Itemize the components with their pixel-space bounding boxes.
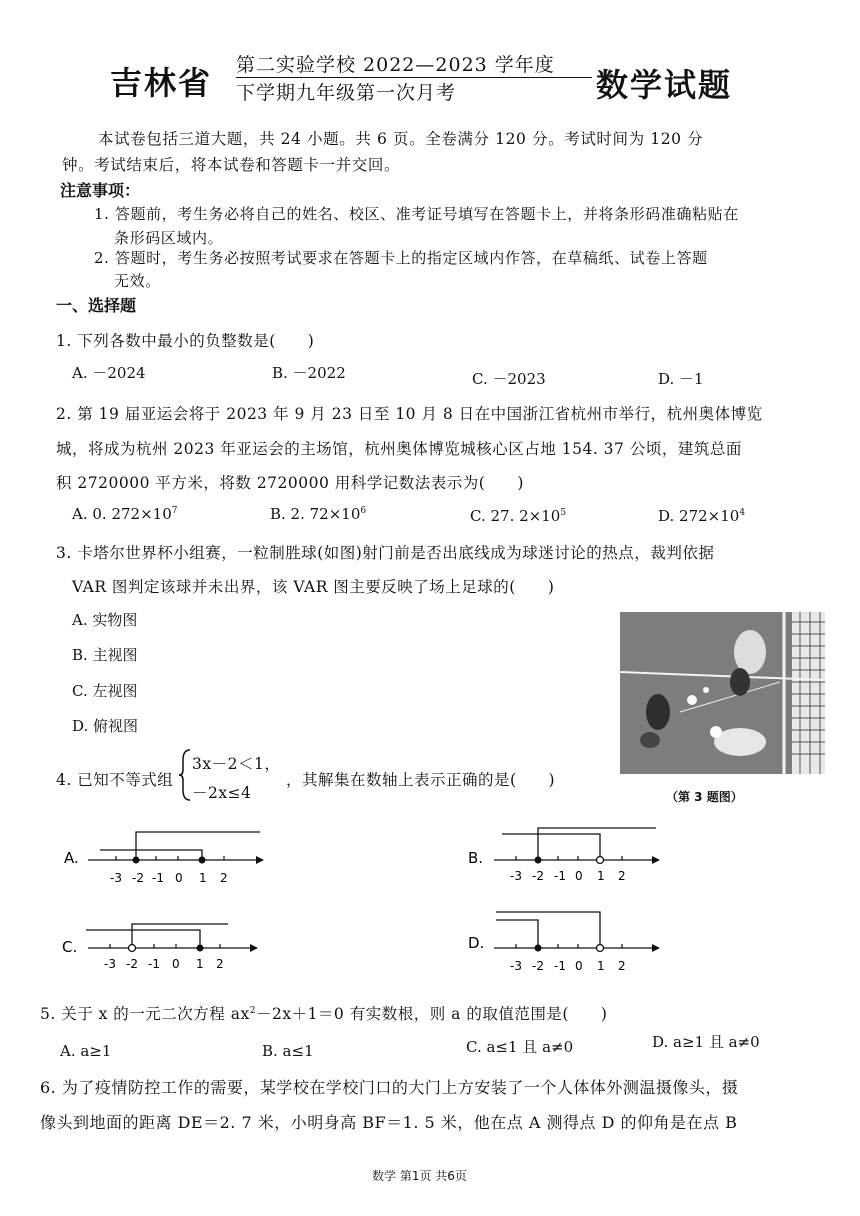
q4a-tick-label: -2 <box>132 871 144 885</box>
title-province: 吉林省 <box>110 64 213 102</box>
title-exam-name: 下学期九年级第一次月考 <box>236 82 457 104</box>
q3-option-b: B. 主视图 <box>72 646 138 664</box>
q2-line-2: 城，将成为杭州 2023 年亚运会的主场馆，杭州奥体博览城核心区占地 154. 37 公顷，建筑总面 <box>56 440 742 458</box>
q4d-tick-label: 1 <box>597 959 605 973</box>
intro-line-2: 钟。考试结束后，将本试卷和答题卡一并交回。 <box>62 156 401 174</box>
q1-option-a: A. －2024 <box>72 364 146 382</box>
q1-stem: 1. 下列各数中最小的负整数是( ) <box>56 332 315 350</box>
q4-numberline-a <box>60 820 270 888</box>
section-choice-title: 一、选择题 <box>56 296 137 315</box>
q1-option-d: D. －1 <box>658 370 704 388</box>
q1-option-b: B. －2022 <box>272 364 346 382</box>
q4a-tick-label: 2 <box>220 871 228 885</box>
q3-figure-caption: （第 3 题图） <box>666 790 743 804</box>
q4b-tick-label: -3 <box>510 869 522 883</box>
notice-item-1-line-1: 1. 答题前，考生务必将自己的姓名、校区、准考证号填写在答题卡上，并将条形码准确粘贴在 <box>94 205 739 223</box>
notice-item-2-line-1: 2. 答题时，考生务必按照考试要求在答题卡上的指定区域内作答，在草稿纸、试卷上答题 <box>94 249 708 267</box>
page-footer: 数学 第1页 共6页 <box>372 1169 467 1183</box>
title-subject: 数学试题 <box>596 66 733 104</box>
q4-inequality-2: －2x≤4 <box>192 784 252 802</box>
q4d-tick-label: 2 <box>618 959 626 973</box>
q4b-tick-label: 0 <box>575 869 583 883</box>
q1-option-c: C. －2023 <box>472 370 546 388</box>
q4-label-c: C. <box>62 938 78 956</box>
q4-numberline-c <box>60 910 270 976</box>
q6-line-1: 6. 为了疫情防控工作的需要，某学校在学校门口的大门上方安装了一个人体体外测温摄像头，摄 <box>40 1078 739 1097</box>
q4c-tick-label: 0 <box>172 957 180 971</box>
q4b-tick-label: 1 <box>597 869 605 883</box>
q4c-tick-label: 1 <box>196 957 204 971</box>
q2-option-c: C. 27. $2\times 10^5$ <box>470 507 567 525</box>
q4-label-b: B. <box>468 849 484 867</box>
q3-option-d: D. 俯视图 <box>72 717 139 735</box>
q5-stem: 5. 关于 x 的一元二次方程 $ax^2-2x+1=0$ 有实数根，则 a 的取值范围是( ) <box>40 1005 608 1023</box>
notice-item-1-line-2: 条形码区域内。 <box>114 229 224 247</box>
q4-label-a: A. <box>64 849 79 867</box>
q3-line-1: 3. 卡塔尔世界杯小组赛，一粒制胜球(如图)射门前是否出底线成为球迷讨论的热点，裁判依据 <box>56 544 715 562</box>
title-school-year: 第二实验学校 2022—2023 学年度 <box>236 54 555 76</box>
q3-option-a: A. 实物图 <box>72 611 138 629</box>
q4a-tick-label: -1 <box>152 871 164 885</box>
var-photo <box>620 612 825 774</box>
q4d-tick-label: -1 <box>554 959 566 973</box>
q4d-tick-label: -3 <box>510 959 522 973</box>
q4b-tick-label: -2 <box>532 869 544 883</box>
q4a-tick-label: -3 <box>110 871 122 885</box>
q4c-tick-label: -1 <box>148 957 160 971</box>
q4c-tick-label: -3 <box>104 957 116 971</box>
q3-option-c: C. 左视图 <box>72 682 138 700</box>
q2-line-1: 2. 第 19 届亚运会将于 2023 年 9 月 23 日至 10 月 8 日在中国浙江省杭州市举行，杭州奥体博览 <box>56 405 763 423</box>
q5-option-d: D. a≥1 且 a≠0 <box>652 1033 760 1051</box>
q4-suffix: ，其解集在数轴上表示正确的是( ) <box>286 771 556 789</box>
q4d-tick-label: -2 <box>532 959 544 973</box>
q4-numberline-d <box>466 902 666 978</box>
q2-option-b: B. 2. $72\times 10^6$ <box>270 505 367 523</box>
q4-label-d: D. <box>468 934 485 952</box>
q2-option-a: A. 0. $272\times 10^7$ <box>72 505 178 523</box>
q5-option-c: C. a≤1 且 a≠0 <box>466 1038 574 1056</box>
q4b-tick-label: -1 <box>554 869 566 883</box>
q4b-tick-label: 2 <box>618 869 626 883</box>
q4-inequality-1: 3x－2＜1， <box>192 755 281 773</box>
q4-brace <box>178 748 192 802</box>
q6-line-2: 像头到地面的距离 DE＝2. 7 米，小明身高 BF＝1. 5 米，他在点 A 测得点 D 的仰角是在点 B <box>40 1113 738 1132</box>
intro-line-1: 本试卷包括三道大题，共 24 小题。共 6 页。全卷满分 120 分。考试时间为 120 分 <box>98 130 704 148</box>
q3-line-2: VAR 图判定该球并未出界，该 VAR 图主要反映了场上足球的( ) <box>72 578 555 596</box>
q5-option-b: B. a≤1 <box>262 1042 314 1060</box>
q4a-tick-label: 1 <box>199 871 207 885</box>
q4d-tick-label: 0 <box>575 959 583 973</box>
q4a-tick-label: 0 <box>175 871 183 885</box>
q2-option-d: D. $272\times 10^4$ <box>658 507 746 525</box>
q4-numberline-b <box>466 820 666 888</box>
q4c-tick-label: -2 <box>126 957 138 971</box>
notice-title: 注意事项： <box>60 181 141 200</box>
notice-item-2-line-2: 无效。 <box>114 272 161 290</box>
q2-line-3: 积 2720000 平方米，将数 2720000 用科学记数法表示为( ) <box>56 474 524 492</box>
q4-prefix: 4. 已知不等式组 <box>56 771 174 789</box>
q5-option-a: A. a≥1 <box>60 1042 112 1060</box>
q4c-tick-label: 2 <box>216 957 224 971</box>
